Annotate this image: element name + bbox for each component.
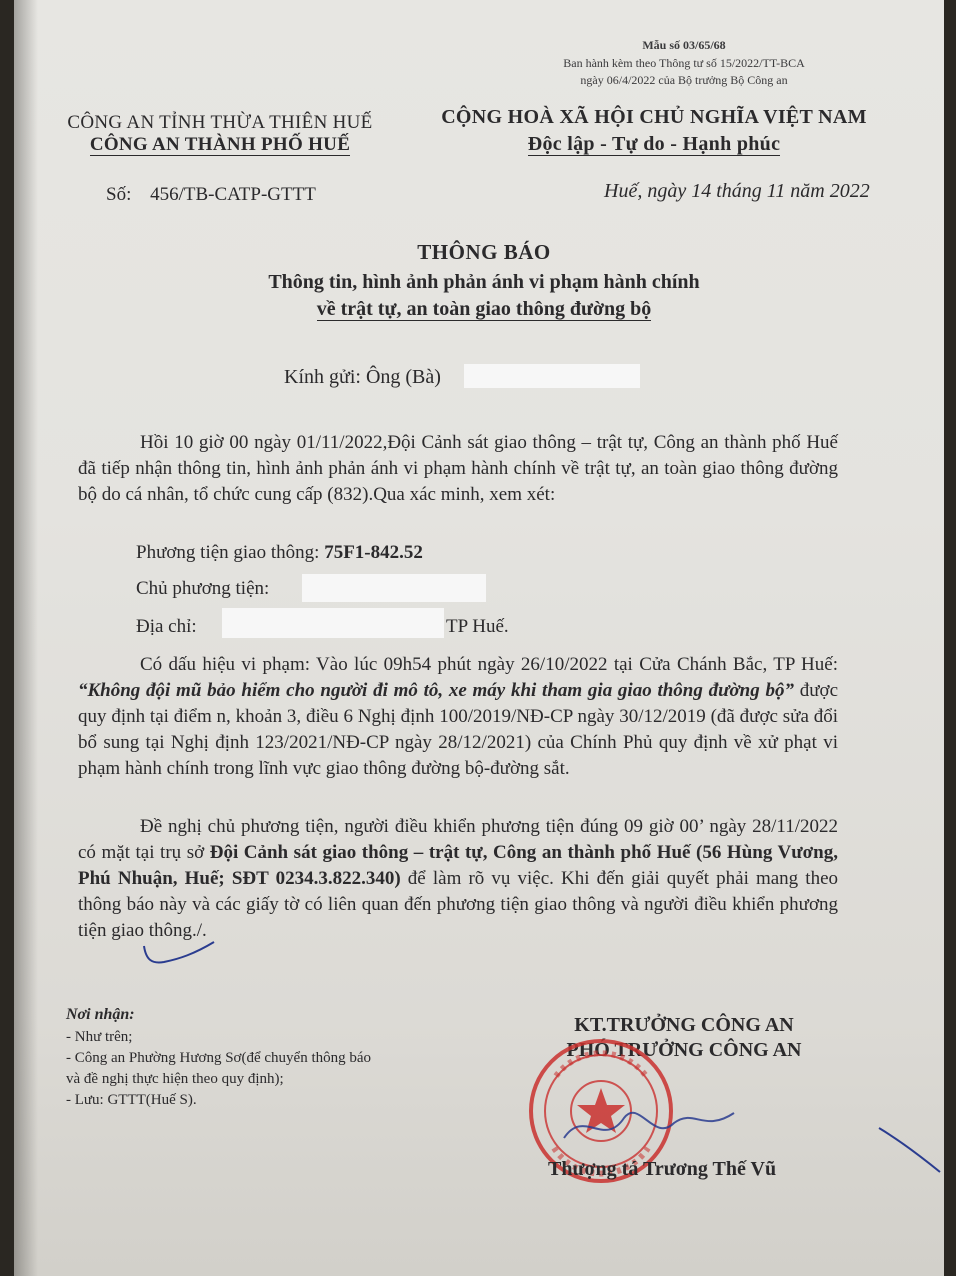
violation-description: “Không đội mũ bảo hiểm cho người đi mô tô, xe máy khi tham gia giao thông đường bộ” [78, 680, 794, 701]
agency-parent: CÔNG AN TỈNH THỪA THIÊN HUẾ [67, 112, 373, 133]
redacted-address [222, 608, 444, 638]
notice-title-main: THÔNG BÁO [417, 240, 551, 264]
signature-line2: PHÓ TRƯỞNG CÔNG AN [566, 1039, 802, 1061]
document-page [14, 0, 944, 1276]
paragraph-violation: Có dấu hiệu vi phạm: Vào lúc 09h54 phút ngày 26/10/2022 tại Cửa Chánh Bắc, TP Huế: “Không đội mũ bảo hiểm cho người đi mô tô, xe máy khi tham gia giao thông đường bộ” được quy định tại điểm n, khoản 3, điều 6 Nghị định 100/2019/NĐ-CP ngày 30/12/2019 (đã được sửa đổi bổ sung tại Nghị định 123/2021/NĐ-CP ngày 28/12/2021) của Chính Phủ quy định về xử phạt vi phạm hành chính trong lĩnh vực giao thông đường bộ-đường sắt. [78, 654, 838, 779]
form-issued-date: ngày 06/4/2022 của Bộ trưởng Bộ Công an [580, 73, 788, 87]
notice-title [154, 240, 814, 321]
form-issued-with: Ban hành kèm theo Thông tư số 15/2022/TT-BCA [563, 56, 805, 70]
notice-title-sub2: về trật tự, an toàn giao thông đường bộ [316, 298, 652, 320]
paragraph-request: Đề nghị chủ phương tiện, người điều khiển phương tiện đúng 09 giờ 00’ ngày 28/11/2022 có mặt tại trụ sở Đội Cảnh sát giao thông – trật tự, Công an thành phố Huế (56 Hùng Vương, Phú Nhuận, Huế; SĐT 0234.3.822.340) để làm rõ vụ việc. Khi đến giải quyết phải mang theo thông báo này và các giấy tờ có liên quan đến phương tiện giao thông và người điều khiển phương tiện giao thông./. [78, 816, 838, 941]
signer-name: Thượng tá Trương Thế Vũ [548, 1158, 777, 1180]
address-line [136, 614, 197, 640]
vehicle-line [136, 540, 423, 566]
form-reference [514, 36, 854, 89]
document-number [106, 184, 316, 206]
notice-title-sub1: Thông tin, hình ảnh phản ánh vi phạm hành chính [268, 271, 700, 293]
recipients-heading: Nơi nhận: [66, 1006, 135, 1023]
handwritten-signature [554, 1088, 754, 1158]
form-number: Mẫu số 03/65/68 [642, 38, 726, 52]
owner-line [136, 576, 269, 602]
address-city: TP Huế. [446, 616, 509, 637]
redacted-recipient-name [464, 364, 640, 388]
national-title: CỘNG HOÀ XÃ HỘI CHỦ NGHĨA VIỆT NAM [441, 106, 867, 128]
document-number-label: Số: [106, 184, 132, 205]
agency-header [50, 112, 390, 156]
issue-date: Huế, ngày 14 tháng 11 năm 2022 [604, 180, 870, 202]
recipient-line [284, 366, 441, 389]
owner-label: Chủ phương tiện: [136, 578, 270, 599]
recipients-block [66, 1004, 371, 1111]
recipient-item: - Lưu: GTTT(Huế S). [66, 1092, 197, 1108]
recipient-item: - Như trên; [66, 1029, 133, 1045]
recipient-item: và đề nghị thực hiện theo quy định); [66, 1071, 284, 1087]
agency-name: CÔNG AN THÀNH PHỐ HUẾ [89, 134, 351, 155]
national-motto: Độc lập - Tự do - Hạnh phúc [527, 133, 781, 155]
redacted-owner [302, 574, 486, 602]
pen-mark [134, 934, 224, 974]
document-number-value: 456/TB-CATP-GTTT [150, 184, 316, 205]
address-label: Địa chỉ: [136, 616, 197, 637]
office-address: Đội Cảnh sát giao thông – trật tự, Công an thành phố Huế (56 Hùng Vương, Phú Nhuận, Huế; SĐT 0234.3.822.340) [78, 842, 838, 889]
paragraph-received: Hồi 10 giờ 00 ngày 01/11/2022,Đội Cảnh sát giao thông – trật tự, Công an thành phố Huế đã tiếp nhận thông tin, hình ảnh phản ánh vi phạm hành chính về trật tự, an toàn giao thông đường bộ do cá nhân, tổ chức cung cấp (832).Qua xác minh, xem xét: [78, 432, 838, 505]
signature-line1: KT.TRƯỞNG CÔNG AN [574, 1014, 794, 1036]
national-header [414, 106, 894, 156]
pen-stroke [874, 1120, 944, 1180]
recipient-item: - Công an Phường Hương Sơ(để chuyển thông báo [66, 1050, 372, 1066]
page-shadow [14, 0, 38, 1276]
recipient-label: Kính gửi: Ông (Bà) [284, 366, 441, 388]
vehicle-label: Phương tiện giao thông: [136, 542, 320, 563]
vehicle-plate: 75F1-842.52 [324, 542, 423, 563]
